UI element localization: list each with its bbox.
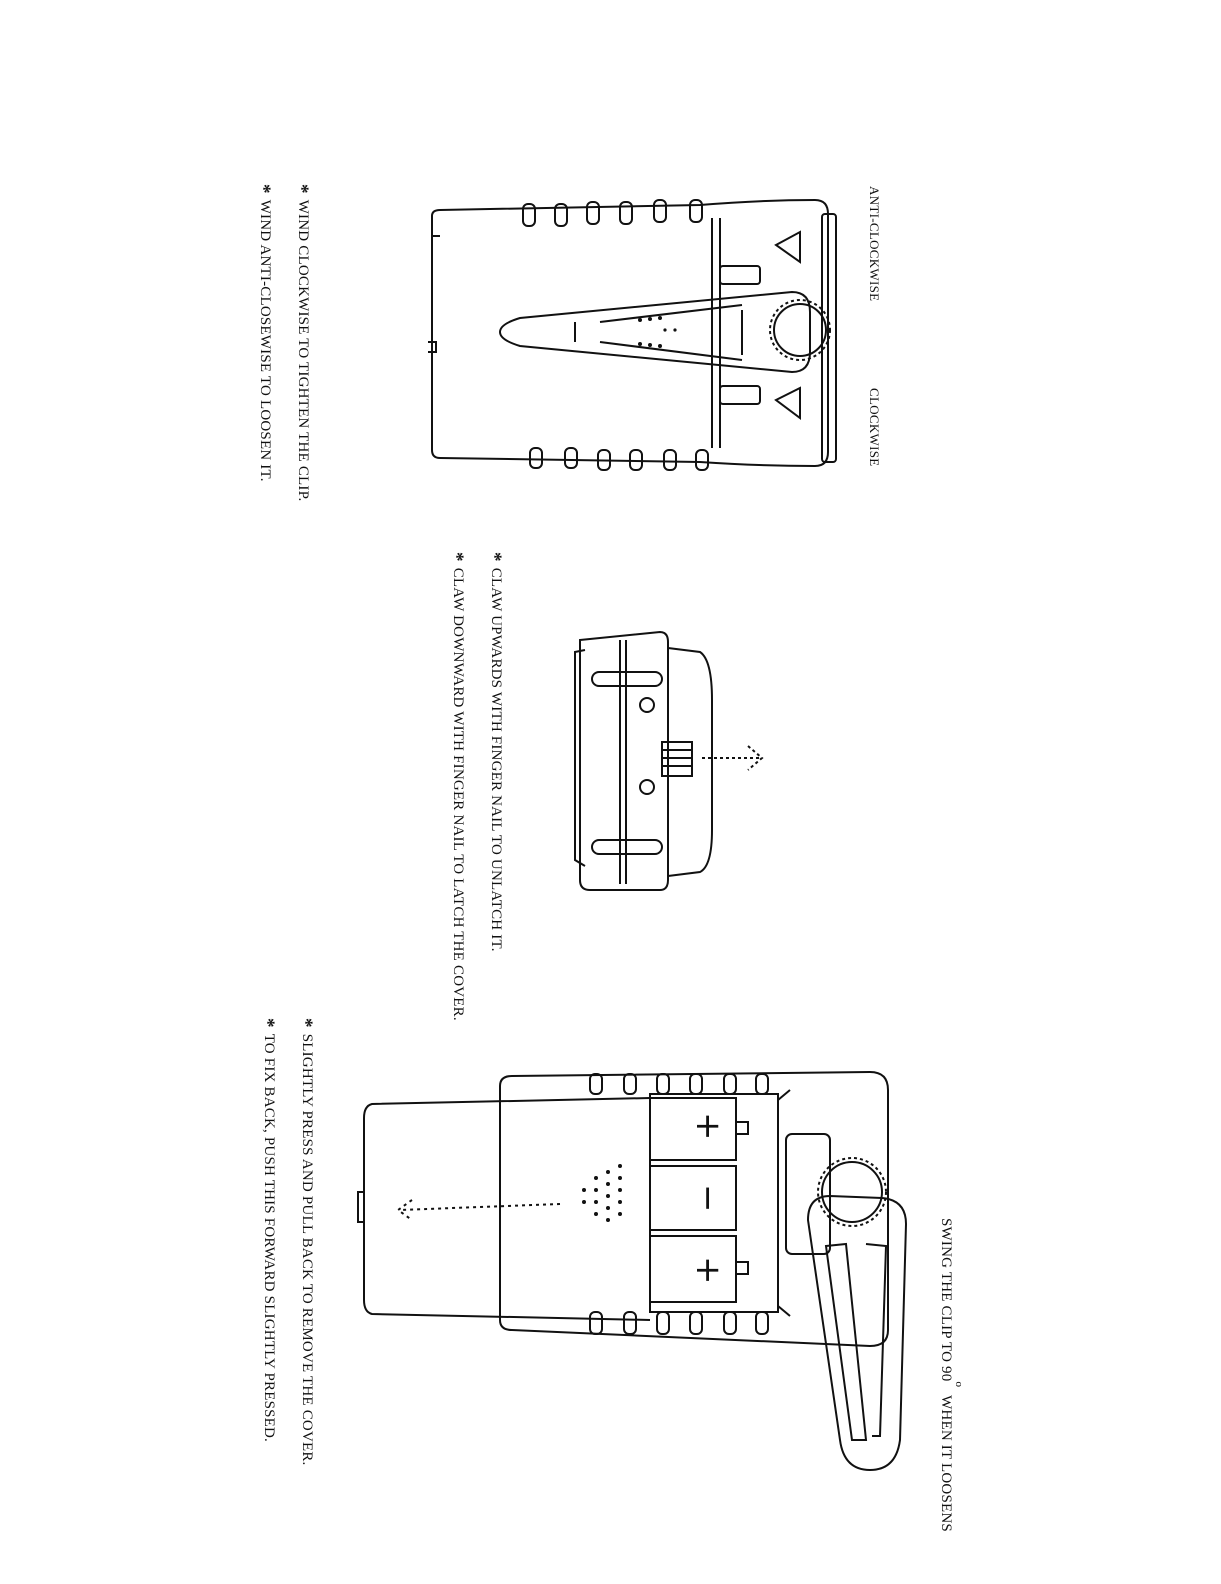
clip-tension-diagram xyxy=(428,200,836,470)
grip-ribs-top xyxy=(523,200,702,226)
instruction-wind-anticlockwise: *WIND ANTI-CLOSEWISE TO LOOSEN IT. xyxy=(253,184,274,482)
label-clockwise: CLOCKWISE xyxy=(867,388,882,467)
grip-ribs-bottom xyxy=(590,1312,768,1334)
instruction-wind-clockwise: *WIND CLOCKWISE TO TIGHTEN THE CLIP. xyxy=(291,184,312,502)
bullet-star: * xyxy=(253,184,274,194)
bullet-star: * xyxy=(291,184,312,194)
instruction-remove-cover: *SLIGHTLY PRESS AND PULL BACK TO REMOVE THE COVER. xyxy=(295,1018,316,1466)
latch-claw xyxy=(662,742,692,776)
tension-wheel xyxy=(818,1158,886,1226)
bullet-star: * xyxy=(446,552,467,562)
instruction-claw-downward: *CLAW DOWNWARD WITH FINGER NAIL TO LATCH THE COVER. xyxy=(446,552,467,1021)
instruction-claw-upwards: *CLAW UPWARDS WITH FINGER NAIL TO UNLATCH IT. xyxy=(484,552,505,952)
belt-clip-swung xyxy=(808,1196,906,1470)
arrow-triangle-anticlockwise xyxy=(776,232,800,262)
arrow-triangle-clockwise xyxy=(776,388,800,418)
bullet-star: * xyxy=(484,552,505,562)
bullet-star: * xyxy=(257,1018,278,1028)
latch-diagram xyxy=(575,632,762,890)
battery-compartment-diagram xyxy=(358,1072,906,1470)
cover-grip-dots xyxy=(582,1164,622,1222)
caption-swing-clip: SWING THE CLIP TO 90$^o$ WHEN IT LOOSENS xyxy=(938,1218,965,1532)
battery-sign-2: − xyxy=(688,1184,728,1213)
grip-ribs-top xyxy=(590,1074,768,1094)
bullet-star: * xyxy=(295,1018,316,1028)
label-anticlockwise: ANTI-CLOCKWISE xyxy=(867,186,882,302)
belt-clip xyxy=(500,292,810,372)
instruction-fix-cover: *TO FIX BACK, PUSH THIS FORWARD SLIGHTLY PRESSED. xyxy=(257,1018,278,1443)
battery-sign-1: + xyxy=(688,1112,728,1141)
battery-sign-3: + xyxy=(688,1256,728,1285)
